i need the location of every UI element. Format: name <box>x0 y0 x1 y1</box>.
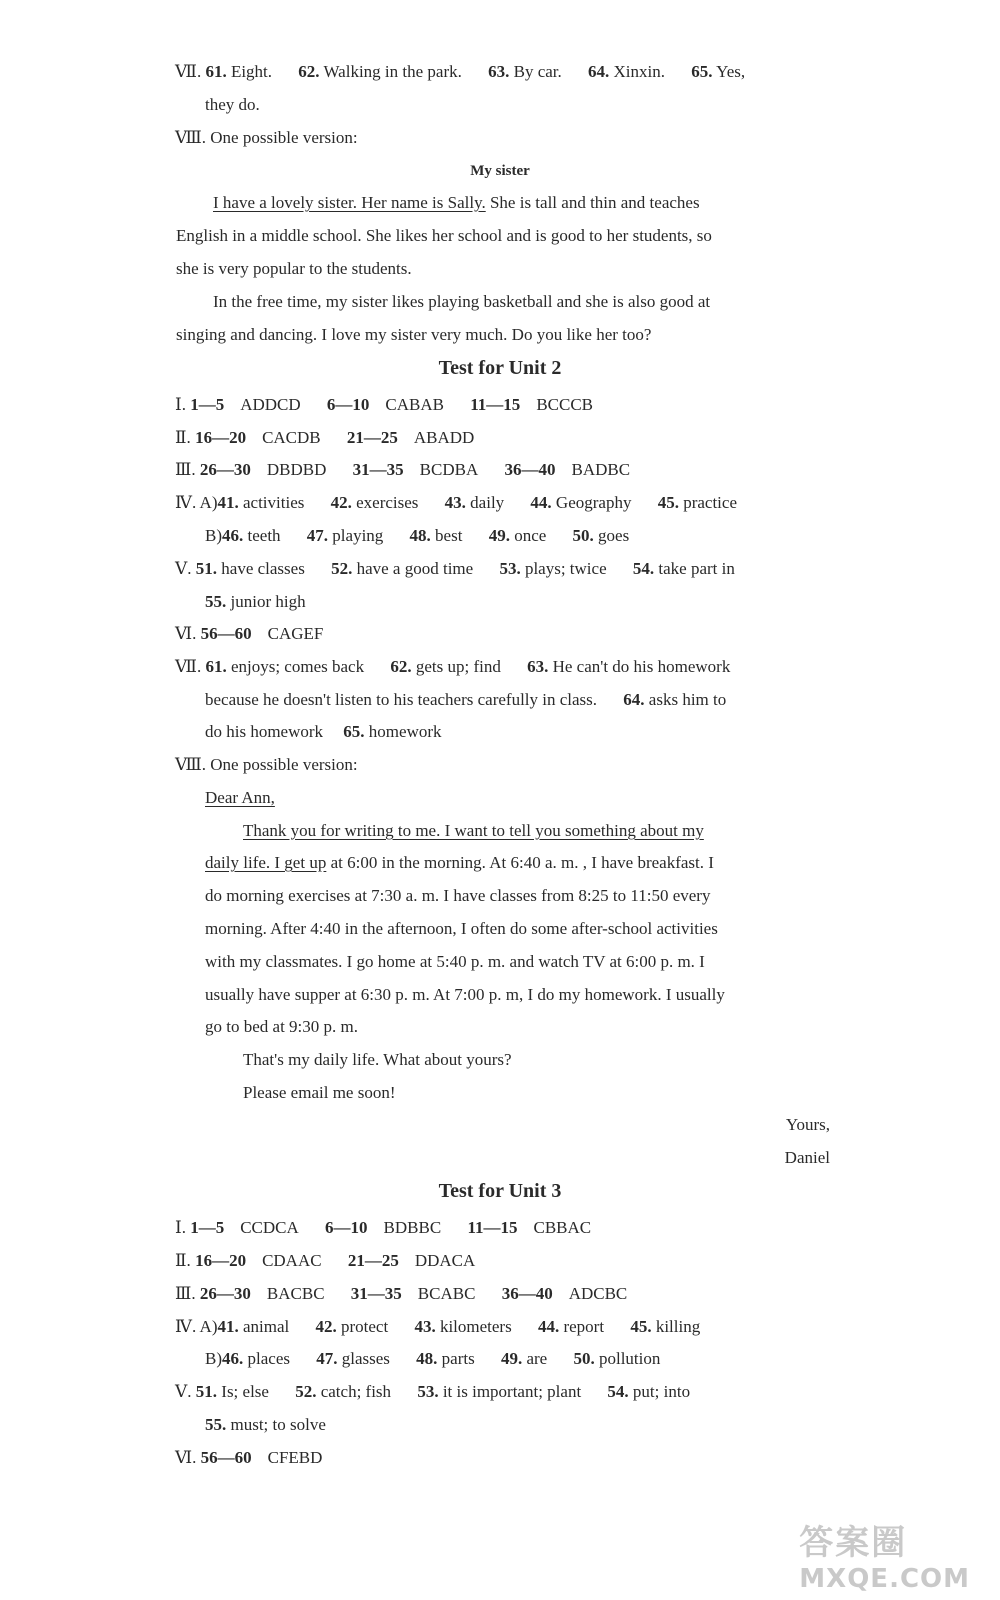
unit2-row-i: Ⅰ. 1—5 ADDCD 6—10 CABAB 11—15 BCCCB <box>175 395 594 414</box>
unit2-row-v: Ⅴ. 51. have classes 52. have a good time 53. plays; twice 54. take part in <box>175 559 735 578</box>
unit2-heading: Test for Unit 2 <box>438 357 562 379</box>
unit2-row-iii: Ⅲ. 26—30 DBDBD 31—35 BCDBA 36—40 BADBC <box>175 460 631 479</box>
unit2-row-vii-cont: do his homework 65. homework <box>205 722 442 741</box>
essay-paragraph-line: English in a middle school. She likes her school and is good to her students, so <box>176 226 712 245</box>
unit2-row-vii-cont: because he doesn't listen to his teachers carefully in class. 64. asks him to <box>205 690 727 709</box>
letter-line: daily life. I get up at 6:00 in the morning. At 6:40 a. m. , I have breakfast. I <box>205 853 714 872</box>
letter-signature: Daniel <box>784 1148 830 1167</box>
essay-title: My sister <box>470 163 530 179</box>
letter-line: Please email me soon! <box>243 1083 396 1102</box>
letter-greeting: Dear Ann, <box>205 788 275 807</box>
unit3-row-iv-b: B)46. places 47. glasses 48. parts 49. are 50. pollution <box>205 1349 661 1368</box>
letter-closing: Yours, <box>785 1115 830 1134</box>
letter-line: That's my daily life. What about yours? <box>243 1050 512 1069</box>
unit2-row-vii: Ⅶ. 61. enjoys; comes back 62. gets up; find 63. He can't do his homework <box>175 657 731 676</box>
unit2-row-viii: Ⅷ. One possible version: <box>175 755 358 774</box>
unit3-row-i: Ⅰ. 1—5 CCDCA 6—10 BDBBC 11—15 CBBAC <box>175 1218 592 1237</box>
essay-paragraph-line: she is very popular to the students. <box>176 259 412 278</box>
unit3-row-iv-a: Ⅳ. A)41. animal 42. protect 43. kilometers 44. report 45. killing <box>175 1317 701 1336</box>
unit2-row-v-cont: 55. junior high <box>205 592 306 611</box>
essay-paragraph-line: In the free time, my sister likes playing basketball and she is also good at <box>213 292 711 311</box>
unit3-row-v: Ⅴ. 51. Is; else 52. catch; fish 53. it is important; plant 54. put; into <box>175 1382 691 1401</box>
unit3-heading: Test for Unit 3 <box>438 1180 562 1202</box>
unit2-row-ii: Ⅱ. 16—20 CACDB 21—25 ABADD <box>175 428 475 447</box>
essay-paragraph-line: singing and dancing. I love my sister very much. Do you like her too? <box>176 325 652 344</box>
answer-row-viii: Ⅷ. One possible version: <box>175 128 358 147</box>
unit3-row-iii: Ⅲ. 26—30 BACBC 31—35 BCABC 36—40 ADCBC <box>175 1284 628 1303</box>
essay-paragraph-line: I have a lovely sister. Her name is Sally. She is tall and thin and teaches <box>213 193 700 212</box>
watermark-logo: 答案圈 MXQE.COM <box>799 1523 970 1594</box>
letter-line: with my classmates. I go home at 5:40 p. m. and watch TV at 6:00 p. m. I <box>205 952 705 971</box>
letter-line: morning. After 4:40 in the afternoon, I often do some after-school activities <box>205 919 718 938</box>
letter-line: Thank you for writing to me. I want to tell you something about my <box>243 821 704 840</box>
unit2-row-vi: Ⅵ. 56—60 CAGEF <box>175 624 324 643</box>
answer-row-vii-cont: they do. <box>205 95 260 114</box>
unit3-row-vi: Ⅵ. 56—60 CFEBD <box>175 1448 323 1467</box>
unit2-row-iv-b: B)46. teeth 47. playing 48. best 49. once 50. goes <box>205 526 630 545</box>
letter-line: go to bed at 9:30 p. m. <box>205 1017 358 1036</box>
unit3-row-v-cont: 55. must; to solve <box>205 1415 326 1434</box>
letter-line: usually have supper at 6:30 p. m. At 7:00 p. m, I do my homework. I usually <box>205 985 725 1004</box>
unit3-row-ii: Ⅱ. 16—20 CDAAC 21—25 DDACA <box>175 1251 476 1270</box>
answer-row-vii: Ⅶ. 61. Eight. 62. Walking in the park. 63. By car. 64. Xinxin. 65. Yes, <box>175 62 746 81</box>
unit2-row-iv-a: Ⅳ. A)41. activities 42. exercises 43. daily 44. Geography 45. practice <box>175 493 737 512</box>
letter-line: do morning exercises at 7:30 a. m. I have classes from 8:25 to 11:50 every <box>205 886 711 905</box>
